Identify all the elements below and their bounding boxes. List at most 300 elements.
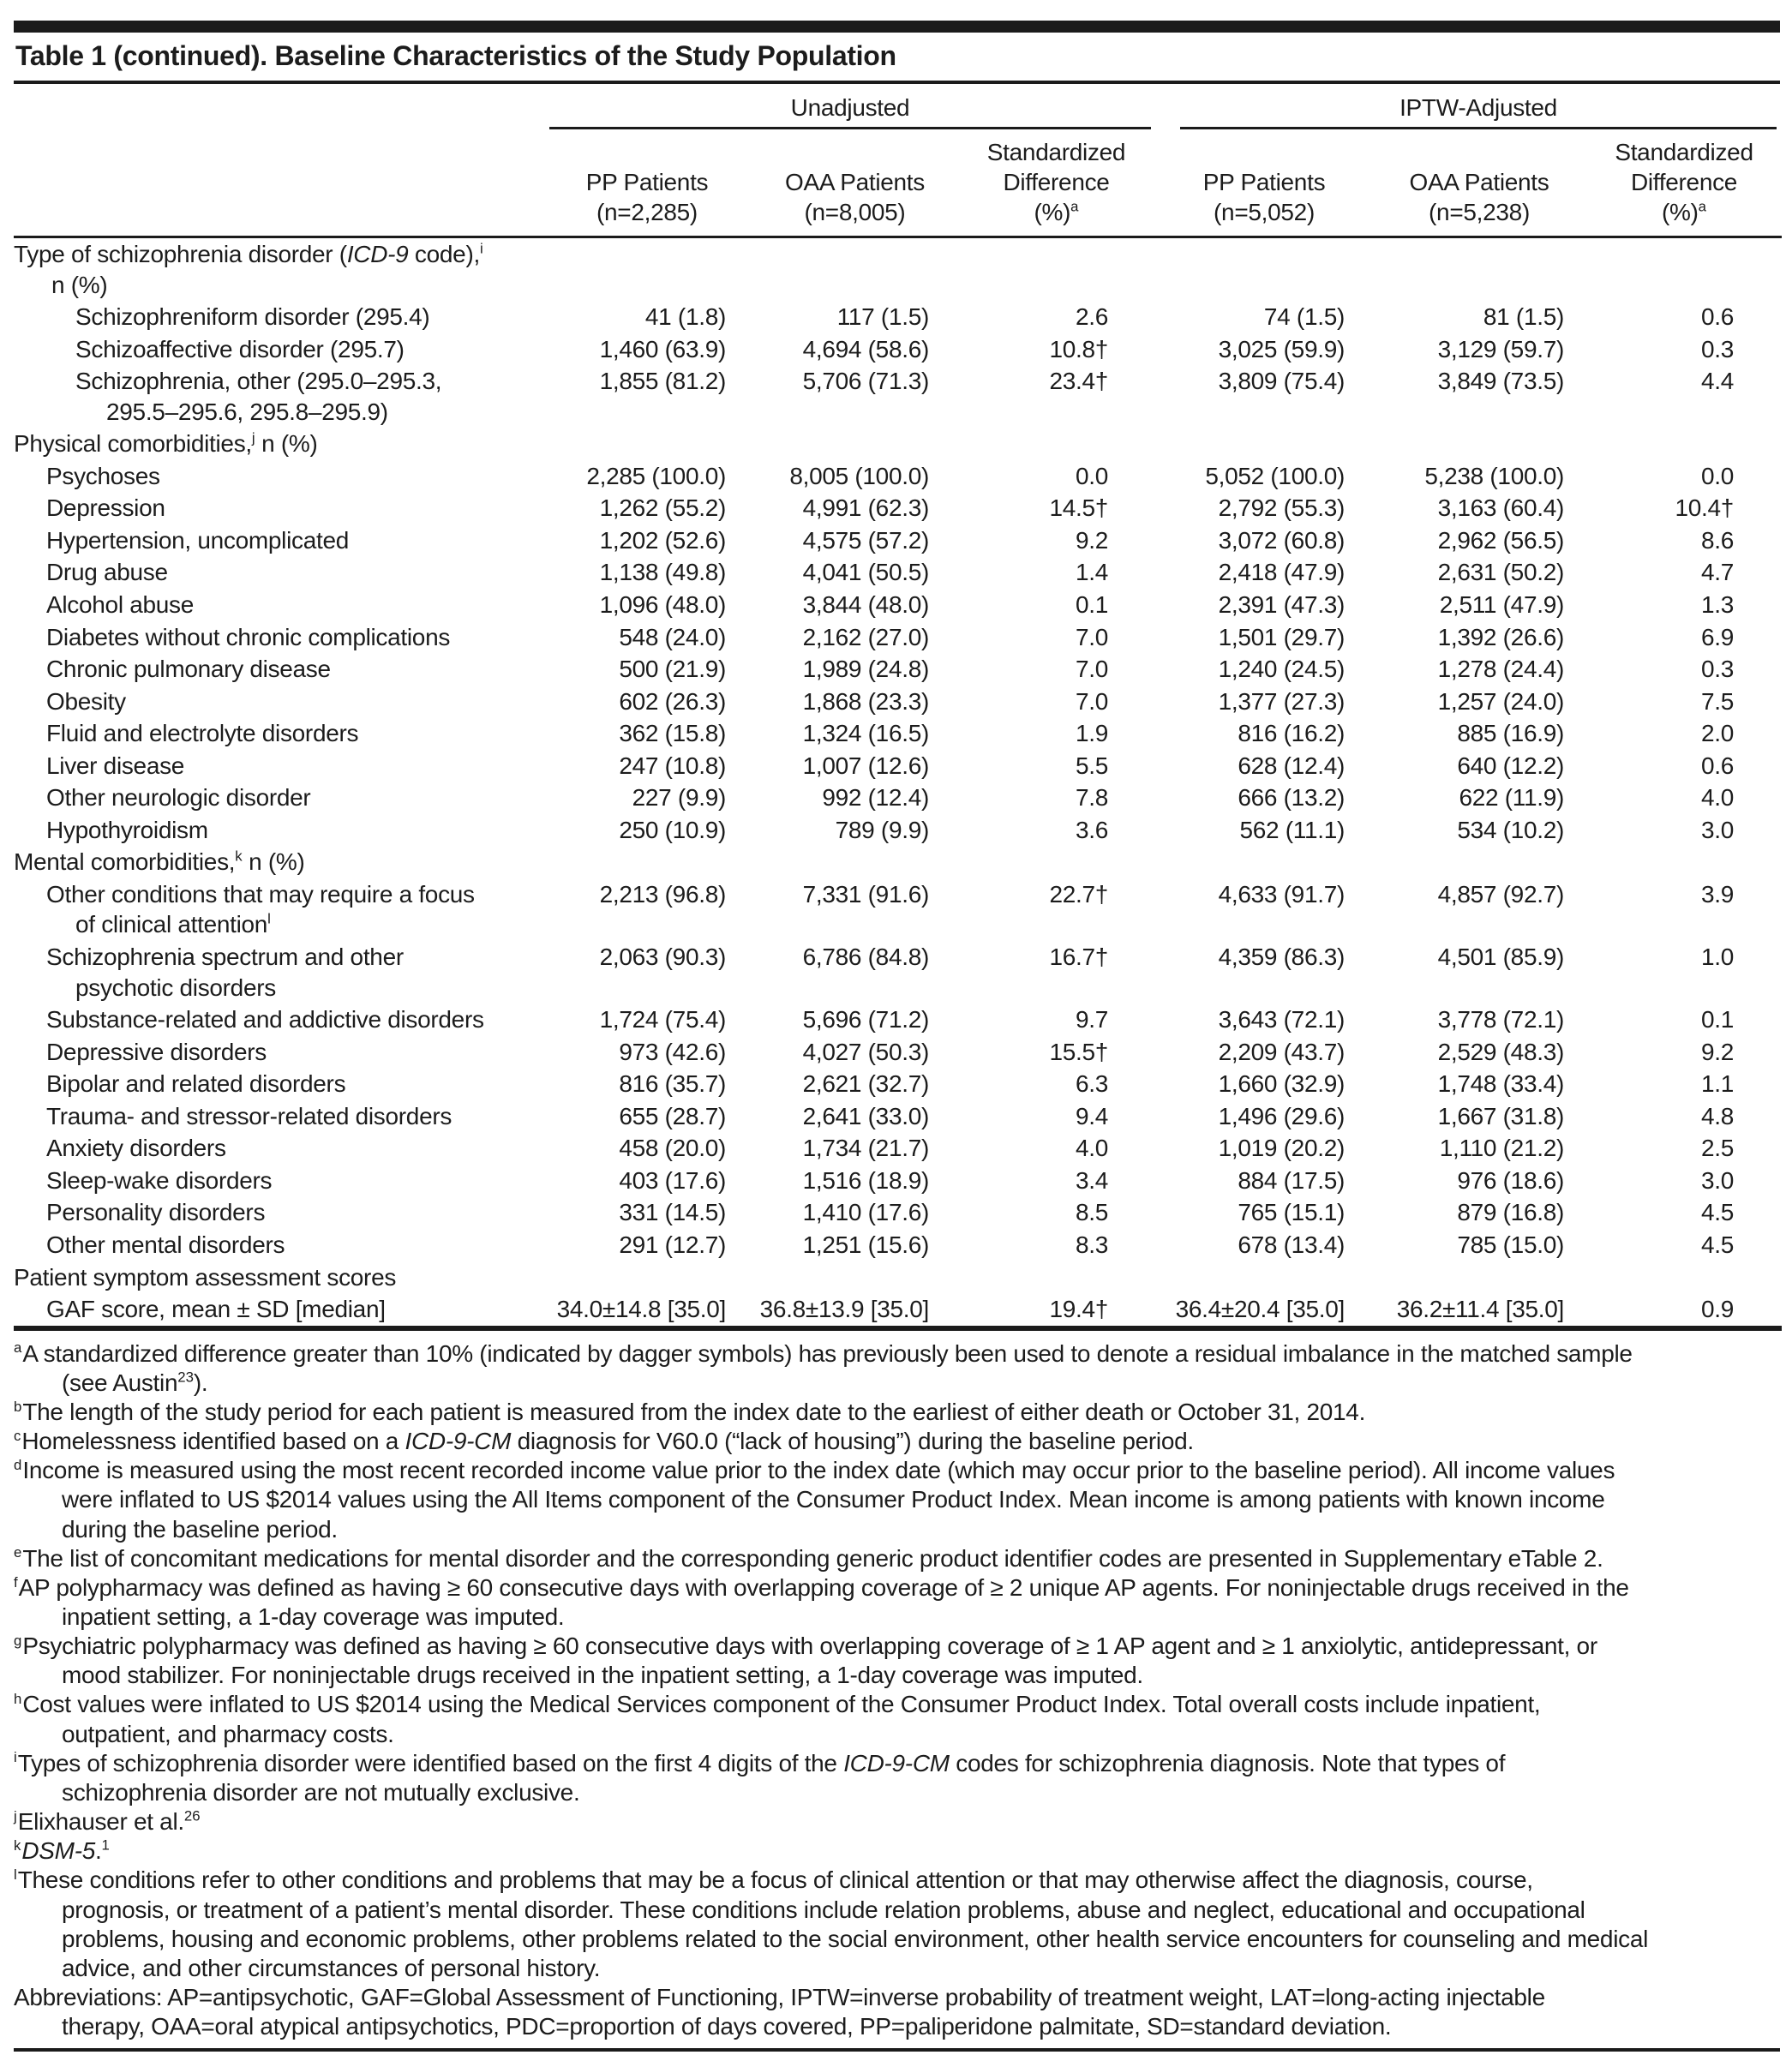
text-segment: Other mental disorders	[46, 1231, 285, 1258]
text-segment: Chronic pulmonary disease	[46, 656, 331, 683]
footnote-marker: l	[14, 1866, 17, 1884]
cell-value: 7.8	[1075, 784, 1109, 812]
cell-value: 5,238 (100.0)	[1424, 462, 1565, 489]
text-segment: advice, and other circumstances of personal history.	[62, 1954, 601, 1981]
footnote-ref-a: a	[1070, 198, 1079, 215]
footnote-marker: k	[14, 1836, 21, 1854]
col-header-line: OAA Patients	[785, 169, 925, 195]
cell-value: 1,257 (24.0)	[1437, 687, 1565, 715]
text-segment: Homelessness identified based on a	[21, 1428, 405, 1455]
footnote-marker: f	[14, 1573, 18, 1591]
cell-value: 1,460 (63.9)	[599, 335, 726, 362]
text-segment: Schizoaffective disorder (295.7)	[75, 335, 405, 362]
cell-value: 4,501 (85.9)	[1437, 944, 1565, 971]
text-segment: Psychoses	[46, 462, 160, 489]
row-label	[14, 878, 541, 941]
row-label	[14, 941, 541, 1004]
cell-empty	[1372, 1261, 1586, 1294]
col-header-line: Difference	[1630, 169, 1738, 195]
cell-value: 678 (13.4)	[1238, 1231, 1345, 1258]
cell-empty	[1156, 428, 1372, 460]
text-segment: Bipolar and related disorders	[46, 1070, 346, 1098]
footnote-f	[14, 1573, 1780, 1632]
text-segment: therapy, OAA=oral atypical antipsychotics, PDC=proportion of days covered, PP=paliperidone palmitate, SD=standard deviation.	[62, 2013, 1392, 2040]
cell-value: 7.5	[1700, 687, 1735, 715]
cell-value: 15.5†	[1049, 1038, 1109, 1065]
cell-value: 1,251 (15.6)	[802, 1231, 929, 1258]
cell-value: 4.5	[1700, 1199, 1735, 1226]
cell-value: 7,331 (91.6)	[802, 880, 929, 908]
row-label	[14, 365, 541, 428]
section-row	[14, 237, 1782, 302]
text-segment: Alcohol abuse	[46, 591, 195, 619]
cell-value: 2,962 (56.5)	[1437, 526, 1565, 554]
cell-empty	[956, 428, 1156, 460]
cell-empty	[1156, 846, 1372, 878]
cell-value: 7.0	[1075, 687, 1109, 715]
text-segment: .	[95, 1837, 102, 1865]
cell-value: 1.1	[1700, 1070, 1735, 1098]
table-title: Table 1 (continued). Baseline Characteristics of the Study Population	[14, 33, 1780, 84]
col-header-pp-unadjusted	[541, 129, 753, 237]
text-segment: Psychiatric polypharmacy was defined as having ≥ 60 consecutive days with overlapping coverage of ≥ 1 AP agent and ≥ 1 anxiolytic, antidepressant, or	[22, 1633, 1597, 1660]
footnote-ref: k	[235, 848, 243, 866]
row-label	[14, 1293, 541, 1328]
cell-value: 0.3	[1700, 335, 1735, 362]
table-row	[14, 621, 1782, 654]
row-label	[14, 428, 541, 460]
row-label	[14, 1165, 541, 1197]
text-segment: Types of schizophrenia disorder were identified based on the first 4 digits of the	[17, 1749, 844, 1776]
cell-value: 1.4	[1075, 559, 1109, 586]
text-segment: code),	[408, 241, 480, 267]
text-segment: psychotic disorders	[75, 974, 276, 1001]
cell-value: 2,792 (55.3)	[1218, 494, 1345, 522]
col-header-stddiff-unadjusted	[956, 129, 1156, 237]
table-row	[14, 524, 1782, 557]
cell-value: 655 (28.7)	[619, 1102, 726, 1129]
row-label	[14, 333, 541, 366]
text-segment: Other conditions that may require a focus	[46, 880, 475, 908]
cell-value: 1,660 (32.9)	[1218, 1070, 1345, 1098]
footnote-g	[14, 1632, 1780, 1690]
cell-value: 5,052 (100.0)	[1205, 462, 1345, 489]
text-segment: Hypertension, uncomplicated	[46, 526, 349, 554]
row-label	[14, 1004, 541, 1036]
text-segment: schizophrenia disorder are not mutually exclusive.	[62, 1778, 580, 1806]
text-segment: inpatient setting, a 1-day coverage was imputed.	[62, 1603, 565, 1630]
text-segment: Trauma- and stressor-related disorders	[46, 1102, 452, 1129]
table-row	[14, 1100, 1782, 1133]
cell-value: 4.0	[1075, 1135, 1109, 1162]
cell-value: 0.3	[1700, 656, 1735, 683]
cell-value: 500 (21.9)	[619, 656, 726, 683]
cell-value: 2,213 (96.8)	[599, 880, 726, 908]
cell-empty	[1156, 237, 1372, 302]
text-segment: Mental comorbidities,	[14, 848, 236, 876]
footnote-j	[14, 1807, 1780, 1836]
cell-value: 1,202 (52.6)	[599, 526, 726, 554]
col-header-line: Difference	[1003, 169, 1110, 195]
footnote-ref: l	[267, 911, 271, 928]
cell-value: 9.2	[1700, 1038, 1735, 1065]
col-header-line: Standardized	[986, 139, 1126, 165]
cell-value: 2,529 (48.3)	[1437, 1038, 1565, 1065]
table-row	[14, 1036, 1782, 1069]
cell-value: 41 (1.8)	[644, 303, 726, 331]
text-segment: Physical comorbidities,	[14, 430, 252, 458]
cell-value: 4,991 (62.3)	[802, 494, 929, 522]
cell-value: 8,005 (100.0)	[789, 462, 929, 489]
table-row	[14, 1068, 1782, 1100]
text-segment: mood stabilizer. For noninjectable drugs received in the inpatient setting, a 1-day coverage was imputed.	[62, 1662, 1143, 1689]
cell-value: 1.9	[1075, 720, 1109, 747]
cell-empty	[1372, 846, 1586, 878]
cell-value: 884 (17.5)	[1238, 1166, 1345, 1194]
table-row	[14, 1229, 1782, 1261]
table-body	[14, 237, 1782, 1328]
text-segment: during the baseline period.	[62, 1515, 338, 1543]
table-row	[14, 301, 1782, 333]
row-label	[14, 717, 541, 750]
text-segment: ).	[193, 1369, 208, 1396]
text-segment: Income is measured using the most recent recorded income value prior to the index date (which may occur prior to the baseline period). All income values	[22, 1457, 1615, 1484]
cell-value: 0.1	[1700, 1006, 1735, 1034]
cell-empty	[1586, 237, 1782, 302]
cell-value: 5,696 (71.2)	[802, 1006, 929, 1034]
top-rule	[14, 21, 1780, 33]
text-segment: Obesity	[46, 687, 126, 715]
text-segment: (see Austin	[62, 1369, 178, 1396]
cell-value: 3.4	[1075, 1166, 1109, 1194]
text-segment: Anxiety disorders	[46, 1135, 226, 1162]
cell-value: 14.5†	[1049, 494, 1109, 522]
baseline-characteristics-table	[14, 86, 1782, 1331]
cell-value: 8.3	[1075, 1231, 1109, 1258]
cell-value: 3,163 (60.4)	[1437, 494, 1565, 522]
text-segment: Schizophrenia spectrum and other	[46, 944, 404, 971]
text-segment: Patient symptom assessment scores	[14, 1263, 397, 1291]
footnote-marker: a	[14, 1339, 22, 1357]
row-label	[14, 653, 541, 686]
text-segment: n (%)	[255, 430, 318, 458]
row-label	[14, 1132, 541, 1165]
cell-value: 885 (16.9)	[1457, 720, 1565, 747]
column-header-row	[14, 129, 1782, 237]
cell-value: 2,209 (43.7)	[1218, 1038, 1345, 1065]
table-row	[14, 653, 1782, 686]
cell-value: 0.6	[1700, 303, 1735, 331]
cell-value: 1,240 (24.5)	[1218, 656, 1345, 683]
cell-value: 247 (10.8)	[619, 752, 726, 779]
footnote-marker: i	[14, 1749, 17, 1766]
cell-value: 1,734 (21.7)	[802, 1135, 929, 1162]
cell-value: 74 (1.5)	[1263, 303, 1345, 331]
table-row	[14, 1293, 1782, 1328]
cell-value: 2,162 (27.0)	[802, 623, 929, 650]
section-row	[14, 1261, 1782, 1294]
cell-value: 250 (10.9)	[619, 816, 726, 843]
cell-value: 2,511 (47.9)	[1439, 591, 1565, 619]
cell-value: 1,007 (12.6)	[802, 752, 929, 779]
text-segment: Schizophreniform disorder (295.4)	[75, 303, 430, 331]
text-segment: Other neurologic disorder	[46, 784, 311, 812]
text-segment: 295.5–295.6, 295.8–295.9)	[106, 398, 388, 425]
cell-value: 117 (1.5)	[836, 303, 929, 331]
cell-value: 1,278 (24.4)	[1437, 656, 1565, 683]
cell-value: 1,377 (27.3)	[1218, 687, 1345, 715]
cell-value: 1,262 (55.2)	[599, 494, 726, 522]
cell-value: 4.8	[1700, 1102, 1735, 1129]
cell-value: 785 (15.0)	[1457, 1231, 1565, 1258]
text-segment: Cost values were inflated to US $2014 using the Medical Services component of the Consumer Product Index. Total overall costs include inpatient,	[22, 1691, 1541, 1718]
row-label	[14, 589, 541, 621]
text-segment: ICD-9-CM	[405, 1428, 512, 1455]
cell-value: 1.3	[1700, 591, 1735, 619]
cell-value: 331 (14.5)	[619, 1199, 726, 1226]
header-group-unadjusted	[541, 86, 1156, 129]
cell-value: 4,575 (57.2)	[802, 526, 929, 554]
cell-value: 10.8†	[1049, 335, 1109, 362]
cell-value: 36.2±11.4 [35.0]	[1396, 1296, 1565, 1323]
cell-value: 5,706 (71.3)	[802, 368, 929, 395]
footnote-marker: h	[14, 1691, 22, 1708]
cell-empty	[541, 428, 753, 460]
cell-empty	[753, 428, 956, 460]
cell-empty	[541, 846, 753, 878]
col-header-line: PP Patients	[585, 169, 709, 195]
header-group-iptw-adjusted-label: IPTW-Adjusted	[1180, 93, 1777, 129]
cell-value: 562 (11.1)	[1239, 816, 1345, 843]
footnote-l	[14, 1866, 1780, 1983]
cell-value: 3,025 (59.9)	[1218, 335, 1345, 362]
cell-value: 1,868 (23.3)	[802, 687, 929, 715]
cell-value: 2.5	[1700, 1135, 1735, 1162]
cell-value: 0.0	[1700, 462, 1735, 489]
cell-value: 2,621 (32.7)	[802, 1070, 929, 1098]
text-segment: A standardized difference greater than 10% (indicated by dagger symbols) has previously been used to denote a residual imbalance in the matched sample	[22, 1339, 1633, 1367]
cell-value: 4,694 (58.6)	[802, 335, 929, 362]
cell-value: 4,633 (91.7)	[1218, 880, 1345, 908]
text-segment: outpatient, and pharmacy costs.	[62, 1720, 394, 1747]
cell-value: 4,359 (86.3)	[1218, 944, 1345, 971]
cell-value: 0.0	[1075, 462, 1109, 489]
header-group-unadjusted-label: Unadjusted	[549, 93, 1151, 129]
col-header-line: (n=5,052)	[1214, 199, 1315, 225]
cell-value: 4,857 (92.7)	[1437, 880, 1565, 908]
text-segment: The length of the study period for each patient is measured from the index date to the earliest of either death or October 31, 2014.	[22, 1398, 1366, 1425]
cell-value: 9.7	[1075, 1006, 1109, 1034]
cell-value: 4.7	[1700, 559, 1735, 586]
cell-value: 1,019 (20.2)	[1218, 1135, 1345, 1162]
cell-empty	[1156, 1261, 1372, 1294]
footnote-marker: c	[14, 1427, 21, 1444]
cell-value: 2,285 (100.0)	[586, 462, 726, 489]
table-row	[14, 686, 1782, 718]
section-row	[14, 428, 1782, 460]
cell-empty	[956, 846, 1156, 878]
col-header-line: (n=5,238)	[1429, 199, 1530, 225]
cell-value: 816 (16.2)	[1238, 720, 1345, 747]
text-segment: Substance-related and addictive disorders	[46, 1006, 484, 1034]
row-label	[14, 750, 541, 782]
text-segment: GAF score, mean ± SD [median]	[46, 1296, 386, 1323]
footnote-ref: 1	[101, 1836, 110, 1854]
row-label	[14, 460, 541, 493]
cell-value: 1,724 (75.4)	[599, 1006, 726, 1034]
row-label	[14, 1229, 541, 1261]
text-segment: codes for schizophrenia diagnosis. Note that types of	[949, 1749, 1506, 1776]
footnote-ref: 26	[183, 1807, 201, 1824]
table-row	[14, 556, 1782, 589]
cell-value: 1,855 (81.2)	[599, 368, 726, 395]
cell-value: 622 (11.9)	[1459, 784, 1565, 812]
cell-value: 3,844 (48.0)	[802, 591, 929, 619]
text-segment: These conditions refer to other conditions and problems that may be a focus of clinical attention or that may otherwise affect the diagnosis, course,	[17, 1866, 1533, 1894]
text-segment: Depressive disorders	[46, 1038, 267, 1065]
footnote-a	[14, 1339, 1780, 1398]
table-row	[14, 1196, 1782, 1229]
cell-value: 291 (12.7)	[619, 1231, 726, 1258]
table-row	[14, 492, 1782, 524]
cell-value: 6.3	[1075, 1070, 1109, 1098]
cell-value: 1,324 (16.5)	[802, 720, 929, 747]
cell-value: 4.0	[1700, 784, 1735, 812]
cell-value: 2,391 (47.3)	[1218, 591, 1345, 619]
cell-value: 1,667 (31.8)	[1437, 1102, 1565, 1129]
cell-value: 816 (35.7)	[619, 1070, 726, 1098]
cell-value: 3.0	[1700, 1166, 1735, 1194]
cell-value: 1,392 (26.6)	[1437, 623, 1565, 650]
cell-empty	[753, 1261, 956, 1294]
table-row	[14, 589, 1782, 621]
cell-value: 1,496 (29.6)	[1218, 1102, 1345, 1129]
col-header-pp-iptw	[1156, 129, 1372, 237]
text-segment: Hypothyroidism	[46, 816, 208, 843]
cell-value: 403 (17.6)	[619, 1166, 726, 1194]
cell-value: 2,063 (90.3)	[599, 944, 726, 971]
cell-value: 1,748 (33.4)	[1437, 1070, 1565, 1098]
cell-empty	[753, 237, 956, 302]
footnote-i	[14, 1749, 1780, 1807]
cell-value: 3.6	[1075, 816, 1109, 843]
cell-value: 1.0	[1700, 944, 1735, 971]
table-row	[14, 460, 1782, 493]
cell-value: 4.4	[1700, 368, 1735, 395]
cell-empty	[541, 1261, 753, 1294]
row-label	[14, 524, 541, 557]
cell-value: 23.4†	[1049, 368, 1109, 395]
row-label	[14, 1100, 541, 1133]
cell-value: 34.0±14.8 [35.0]	[556, 1296, 726, 1323]
cell-value: 1,138 (49.8)	[599, 559, 726, 586]
text-segment: Personality disorders	[46, 1199, 266, 1226]
cell-value: 789 (9.9)	[835, 816, 929, 843]
cell-value: 227 (9.9)	[632, 784, 726, 812]
col-header-line: (%)	[1034, 199, 1071, 225]
cell-value: 5.5	[1075, 752, 1109, 779]
cell-value: 458 (20.0)	[619, 1135, 726, 1162]
footnote-k	[14, 1836, 1780, 1866]
text-segment: Liver disease	[46, 752, 185, 779]
text-segment: AP polypharmacy was defined as having ≥ 60 consecutive days with overlapping coverage of ≥ 2 unique AP agents. For noninjectable drugs received in the	[18, 1573, 1629, 1601]
cell-value: 602 (26.3)	[619, 687, 726, 715]
text-segment: Drug abuse	[46, 559, 168, 586]
cell-value: 3,849 (73.5)	[1437, 368, 1565, 395]
footnote-marker: e	[14, 1544, 22, 1561]
cell-value: 4,027 (50.3)	[802, 1038, 929, 1065]
text-segment: ICD-9	[346, 241, 409, 267]
cell-value: 640 (12.2)	[1457, 752, 1565, 779]
footnote-c	[14, 1427, 1780, 1456]
table-row	[14, 878, 1782, 941]
bottom-rule	[14, 2048, 1780, 2052]
text-segment: Fluid and electrolyte disorders	[46, 720, 359, 747]
cell-empty	[1372, 428, 1586, 460]
footnote-h	[14, 1690, 1780, 1748]
footnotes	[14, 1331, 1780, 2042]
cell-value: 6.9	[1700, 623, 1735, 650]
cell-value: 10.4†	[1675, 494, 1735, 522]
col-header-line: Standardized	[1615, 139, 1753, 165]
cell-value: 4,041 (50.5)	[802, 559, 929, 586]
cell-empty	[956, 237, 1156, 302]
text-segment: ICD-9-CM	[843, 1749, 950, 1776]
footnote-marker: d	[14, 1456, 22, 1473]
col-header-line: OAA Patients	[1409, 169, 1549, 195]
cell-value: 3,643 (72.1)	[1218, 1006, 1345, 1034]
text-segment: of clinical attention	[75, 911, 268, 938]
cell-value: 81 (1.5)	[1483, 303, 1565, 331]
table-row	[14, 1165, 1782, 1197]
row-label	[14, 237, 541, 302]
cell-value: 7.0	[1075, 656, 1109, 683]
cell-value: 2.0	[1700, 720, 1735, 747]
cell-value: 1,989 (24.8)	[802, 656, 929, 683]
footnote-d	[14, 1456, 1780, 1543]
text-segment: Type of schizophrenia disorder (	[14, 241, 347, 267]
cell-value: 3.0	[1700, 816, 1735, 843]
text-segment: problems, housing and economic problems, other problems related to the social environment, other health service encounters for counseling and medical	[62, 1925, 1649, 1952]
text-segment: Elixhauser et al.	[17, 1808, 184, 1836]
table-row	[14, 750, 1782, 782]
cell-value: 0.6	[1700, 752, 1735, 779]
text-segment: n (%)	[242, 848, 305, 876]
table-row	[14, 941, 1782, 1004]
cell-value: 2,631 (50.2)	[1437, 559, 1565, 586]
row-label	[14, 1068, 541, 1100]
footnote-b	[14, 1398, 1780, 1427]
row-label	[14, 1036, 541, 1069]
cell-value: 666 (13.2)	[1238, 784, 1345, 812]
cell-value: 9.4	[1075, 1102, 1109, 1129]
cell-value: 548 (24.0)	[619, 623, 726, 650]
cell-value: 1,110 (21.2)	[1439, 1135, 1565, 1162]
cell-empty	[1586, 846, 1782, 878]
row-label	[14, 686, 541, 718]
cell-value: 879 (16.8)	[1457, 1199, 1565, 1226]
text-segment: Sleep-wake disorders	[46, 1166, 273, 1194]
table-row	[14, 333, 1782, 366]
row-label	[14, 492, 541, 524]
footnote-ref: 23	[177, 1369, 194, 1386]
row-label	[14, 556, 541, 589]
cell-value: 8.6	[1700, 526, 1735, 554]
cell-value: 362 (15.8)	[619, 720, 726, 747]
footnote-ref: j	[251, 429, 255, 446]
cell-value: 16.7†	[1049, 944, 1109, 971]
text-segment: DSM-5	[21, 1837, 96, 1865]
